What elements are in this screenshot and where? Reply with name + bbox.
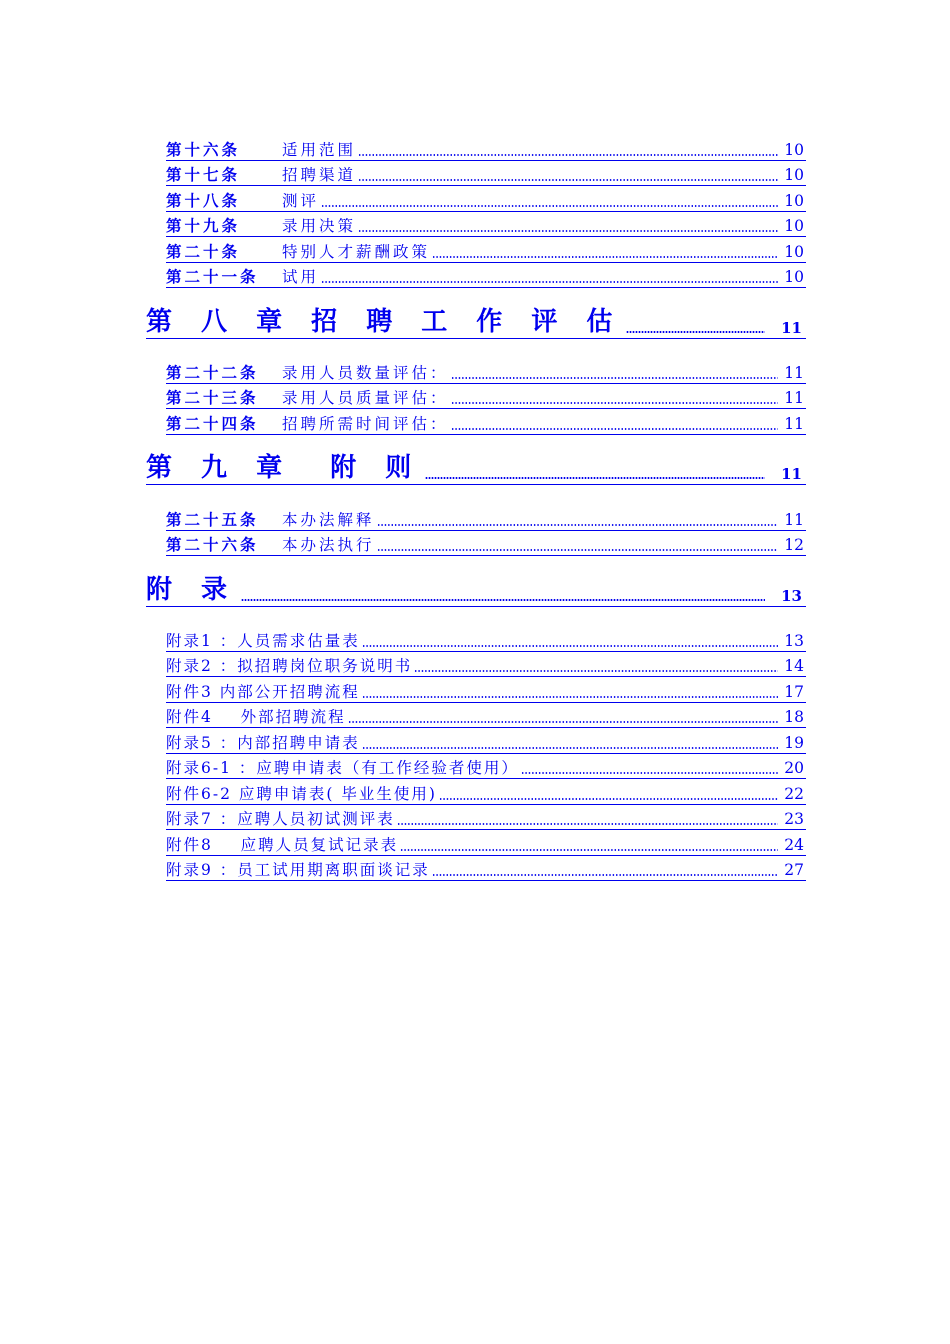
toc-entry-article-22[interactable] — [166, 359, 806, 384]
toc-entry-title: 适用范围 — [282, 141, 357, 159]
dot-leader — [432, 871, 778, 877]
toc-article-number: 第十九条 — [166, 216, 241, 235]
toc-page-number: 17 — [784, 683, 804, 701]
toc-article-number: 第二十三条 — [166, 388, 259, 407]
toc-appendix-item[interactable] — [166, 754, 806, 779]
toc-entry-title: 附件4 外部招聘流程 — [166, 708, 346, 726]
toc-page-number: 11 — [781, 465, 802, 483]
dot-leader — [358, 176, 778, 182]
dot-leader — [425, 474, 765, 480]
dot-leader — [362, 693, 778, 699]
toc-page-number: 13 — [781, 587, 802, 605]
toc-entry-article-20[interactable] — [166, 238, 806, 263]
toc-page-number: 10 — [784, 243, 804, 261]
toc-appendix-item[interactable] — [166, 831, 806, 856]
toc-page-number: 14 — [784, 657, 804, 675]
toc-page-number: 22 — [784, 785, 804, 803]
dot-leader — [626, 328, 765, 334]
toc-appendix-item[interactable] — [166, 856, 806, 881]
toc-page-number: 10 — [784, 166, 804, 184]
toc-entry-article-23[interactable] — [166, 384, 806, 409]
toc-entry-title: 附录7 ：应聘人员初试测评表 — [166, 810, 395, 828]
toc-page-number: 11 — [784, 364, 804, 382]
toc-page-number: 10 — [784, 268, 804, 286]
toc-entry-article-19[interactable] — [166, 212, 806, 237]
toc-entry-title: 附件6-2 应聘申请表( 毕业生使用) — [166, 785, 437, 803]
dot-leader — [451, 399, 778, 405]
toc-entry-title: 附件3 内部公开招聘流程 — [166, 683, 360, 701]
toc-page-number: 19 — [784, 734, 804, 752]
toc-entry-title: 本办法执行 — [282, 536, 375, 554]
toc-article-number: 第二十六条 — [166, 535, 259, 554]
toc-entry-article-18[interactable] — [166, 187, 806, 212]
toc-chapter-title: 第 八 章 招 聘 工 作 评 估 — [146, 307, 623, 337]
toc-entry-article-26[interactable] — [166, 531, 806, 556]
toc-article-number: 第二十一条 — [166, 267, 259, 286]
toc-entry-title: 录用人员质量评估： — [282, 389, 449, 407]
toc-appendix-item[interactable] — [166, 805, 806, 830]
toc-chapter-title: 附 录 — [146, 575, 238, 605]
toc-appendix-item[interactable] — [166, 652, 806, 677]
toc-entry-article-21[interactable] — [166, 263, 806, 288]
toc-entry-title: 附录1 ：人员需求估量表 — [166, 632, 360, 650]
toc-article-number: 第十七条 — [166, 165, 241, 184]
toc-page-number: 27 — [784, 861, 804, 879]
toc-article-number: 第二十五条 — [166, 510, 259, 529]
toc-entry-title: 录用人员数量评估： — [282, 364, 449, 382]
toc-entry-article-17[interactable] — [166, 161, 806, 186]
toc-page-number: 10 — [784, 217, 804, 235]
toc-entry-title: 附件8 应聘人员复试记录表 — [166, 836, 399, 854]
toc-appendix-item[interactable] — [166, 678, 806, 703]
toc-page-number: 10 — [784, 192, 804, 210]
toc-entry-title: 招聘所需时间评估： — [282, 415, 449, 433]
toc-appendix-item[interactable] — [166, 729, 806, 754]
toc-entry-article-16[interactable] — [166, 136, 806, 161]
toc-entry-title: 测评 — [282, 192, 320, 210]
toc-chapter-9[interactable] — [146, 448, 806, 485]
toc-entry-title: 招聘渠道 — [282, 166, 357, 184]
dot-leader — [362, 744, 778, 750]
toc-page-number: 11 — [781, 319, 802, 337]
toc-page-number: 13 — [784, 632, 804, 650]
toc-entry-title: 特别人才薪酬政策 — [282, 243, 431, 261]
dot-leader — [414, 667, 778, 673]
dot-leader — [451, 425, 778, 431]
dot-leader — [358, 227, 778, 233]
dot-leader — [377, 521, 778, 527]
dot-leader — [241, 596, 765, 602]
toc-entry-title: 试用 — [282, 268, 320, 286]
toc-appendix-item[interactable] — [166, 627, 806, 652]
toc-appendix-item[interactable] — [166, 703, 806, 728]
toc-article-number: 第二十四条 — [166, 414, 259, 433]
toc-entry-article-25[interactable] — [166, 506, 806, 531]
dot-leader — [362, 642, 778, 648]
toc-entry-title: 附录9 ：员工试用期离职面谈记录 — [166, 861, 430, 879]
toc-entry-article-24[interactable] — [166, 410, 806, 435]
toc-page-number: 11 — [784, 389, 804, 407]
toc-page-number: 24 — [784, 836, 804, 854]
toc-article-number: 第二十二条 — [166, 363, 259, 382]
toc-article-number: 第十六条 — [166, 140, 241, 159]
toc-chapter-8[interactable] — [146, 302, 806, 339]
dot-leader — [397, 820, 778, 826]
toc-article-number: 第十八条 — [166, 191, 241, 210]
toc-article-number: 第二十条 — [166, 242, 241, 261]
dot-leader — [377, 546, 778, 552]
toc-entry-title: 附录2 ：拟招聘岗位职务说明书 — [166, 657, 413, 675]
toc-entry-title: 本办法解释 — [282, 511, 375, 529]
dot-leader — [321, 278, 778, 284]
dot-leader — [400, 846, 778, 852]
toc-page-number: 11 — [784, 415, 804, 433]
toc-appendix-item[interactable] — [166, 780, 806, 805]
dot-leader — [321, 202, 778, 208]
dot-leader — [432, 253, 778, 259]
dot-leader — [358, 151, 778, 157]
toc-page-number: 23 — [784, 810, 804, 828]
toc-entry-title: 附录5 ：内部招聘申请表 — [166, 734, 360, 752]
toc-page-number: 20 — [784, 759, 804, 777]
toc-chapter-title: 第 九 章 附 则 — [146, 453, 422, 483]
toc-appendix-heading[interactable] — [146, 570, 806, 607]
dot-leader — [439, 795, 778, 801]
toc-entry-title: 录用决策 — [282, 217, 357, 235]
toc-page-number: 11 — [784, 511, 804, 529]
toc-page-number: 10 — [784, 141, 804, 159]
dot-leader — [521, 769, 778, 775]
toc-entry-title: 附录6-1 ：应聘申请表（有工作经验者使用） — [166, 759, 519, 777]
toc-page-number: 18 — [784, 708, 804, 726]
dot-leader — [451, 374, 778, 380]
toc-page-number: 12 — [784, 536, 804, 554]
dot-leader — [348, 718, 778, 724]
